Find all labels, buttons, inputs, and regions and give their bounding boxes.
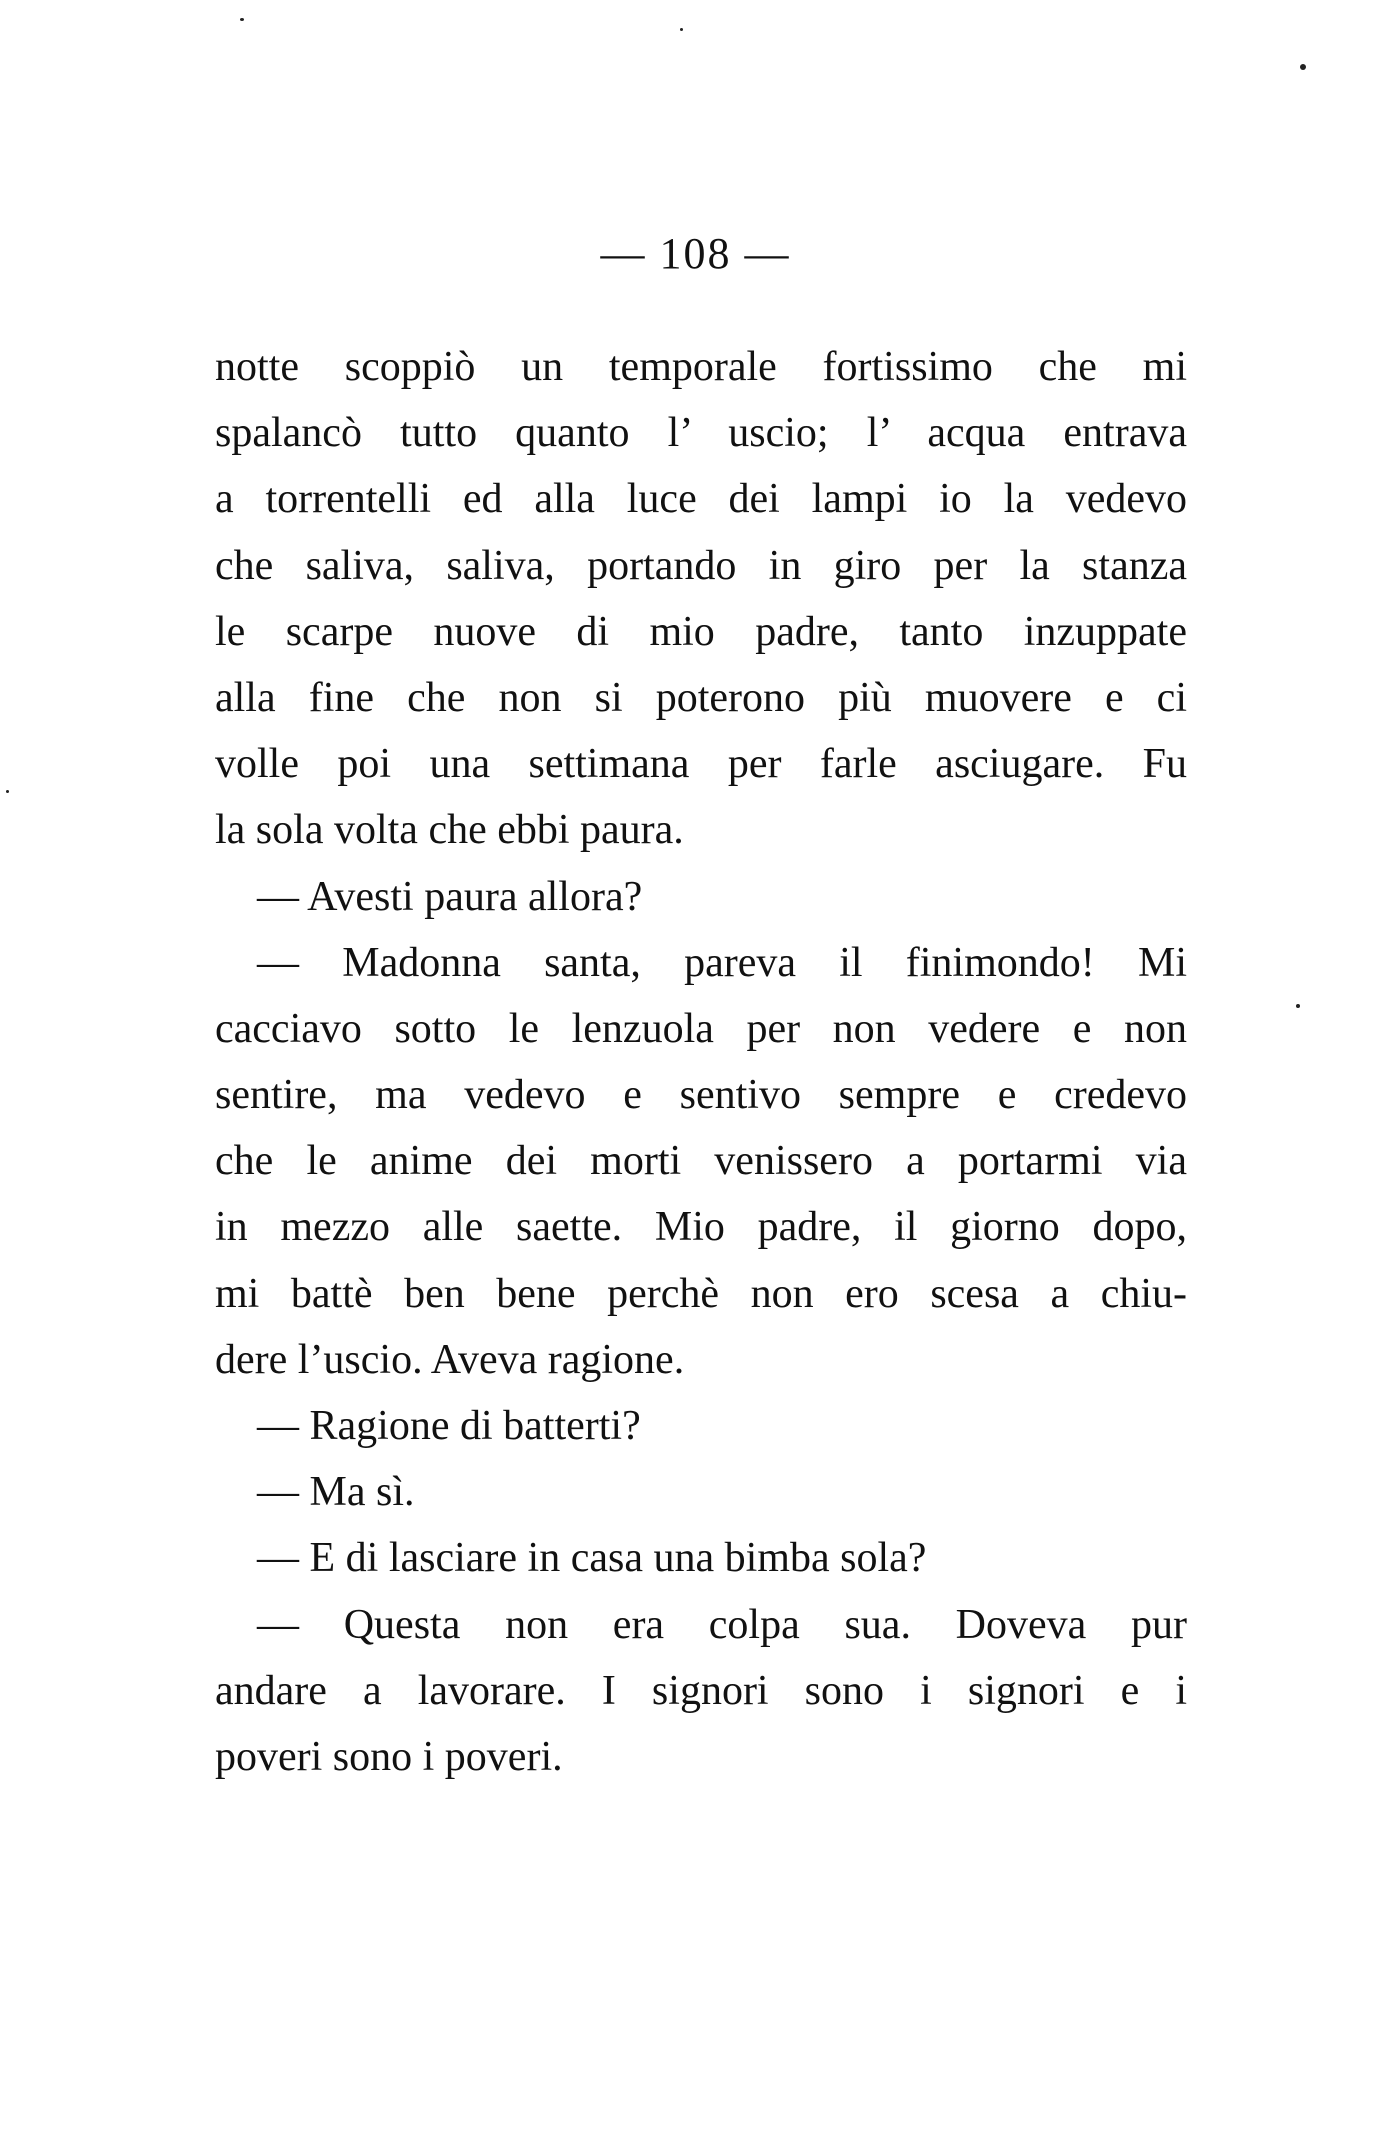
text-line: a torrentelli ed alla luce dei lampi io la vedevo	[215, 476, 1187, 523]
text-line: la sola volta che ebbi paura.	[215, 807, 684, 854]
text-line: alla fine che non si poterono più muovere e ci	[215, 674, 1187, 721]
dialogue-line: — E di lasciare in casa una bimba sola?	[257, 1535, 927, 1582]
scan-speck	[6, 790, 9, 793]
text-line: mi battè ben bene perchè non ero scesa a chiu-	[215, 1270, 1187, 1317]
dialogue-line: — Avesti paura allora?	[257, 873, 643, 920]
text-line: che saliva, saliva, portando in giro per la stanza	[215, 542, 1187, 589]
dialogue-line: — Ma sì.	[257, 1469, 415, 1516]
text-line: andare a lavorare. I signori sono i signori e i	[215, 1667, 1187, 1714]
scan-speck	[240, 18, 244, 21]
scan-speck	[680, 28, 683, 31]
text-line: volle poi una settimana per farle asciugare. Fu	[215, 741, 1187, 788]
text-line: sentire, ma vedevo e sentivo sempre e credevo	[215, 1072, 1187, 1119]
text-line: notte scoppiò un temporale fortissimo che mi	[215, 344, 1187, 390]
scan-speck	[1296, 1004, 1300, 1008]
body-text	[215, 334, 1187, 1790]
text-line: poveri sono i poveri.	[215, 1733, 563, 1780]
text-line: cacciavo sotto le lenzuola per non vedere e non	[215, 1005, 1187, 1052]
text-line: che le anime dei morti venissero a portarmi via	[215, 1138, 1187, 1185]
text-line: le scarpe nuove di mio padre, tanto inzuppate	[215, 608, 1187, 655]
page-number: — 108 —	[600, 229, 791, 278]
text-line: in mezzo alle saette. Mio padre, il giorno dopo,	[215, 1204, 1187, 1251]
dialogue-line: — Questa non era colpa sua. Doveva pur	[257, 1601, 1187, 1648]
text-line: spalancò tutto quanto l’ uscio; l’ acqua entrava	[215, 410, 1187, 457]
dialogue-line: — Ragione di batterti?	[257, 1403, 641, 1449]
dialogue-line: — Madonna santa, pareva il finimondo! Mi	[257, 939, 1187, 986]
text-line: dere l’uscio. Aveva ragione.	[215, 1336, 685, 1383]
scan-speck	[1300, 64, 1306, 70]
